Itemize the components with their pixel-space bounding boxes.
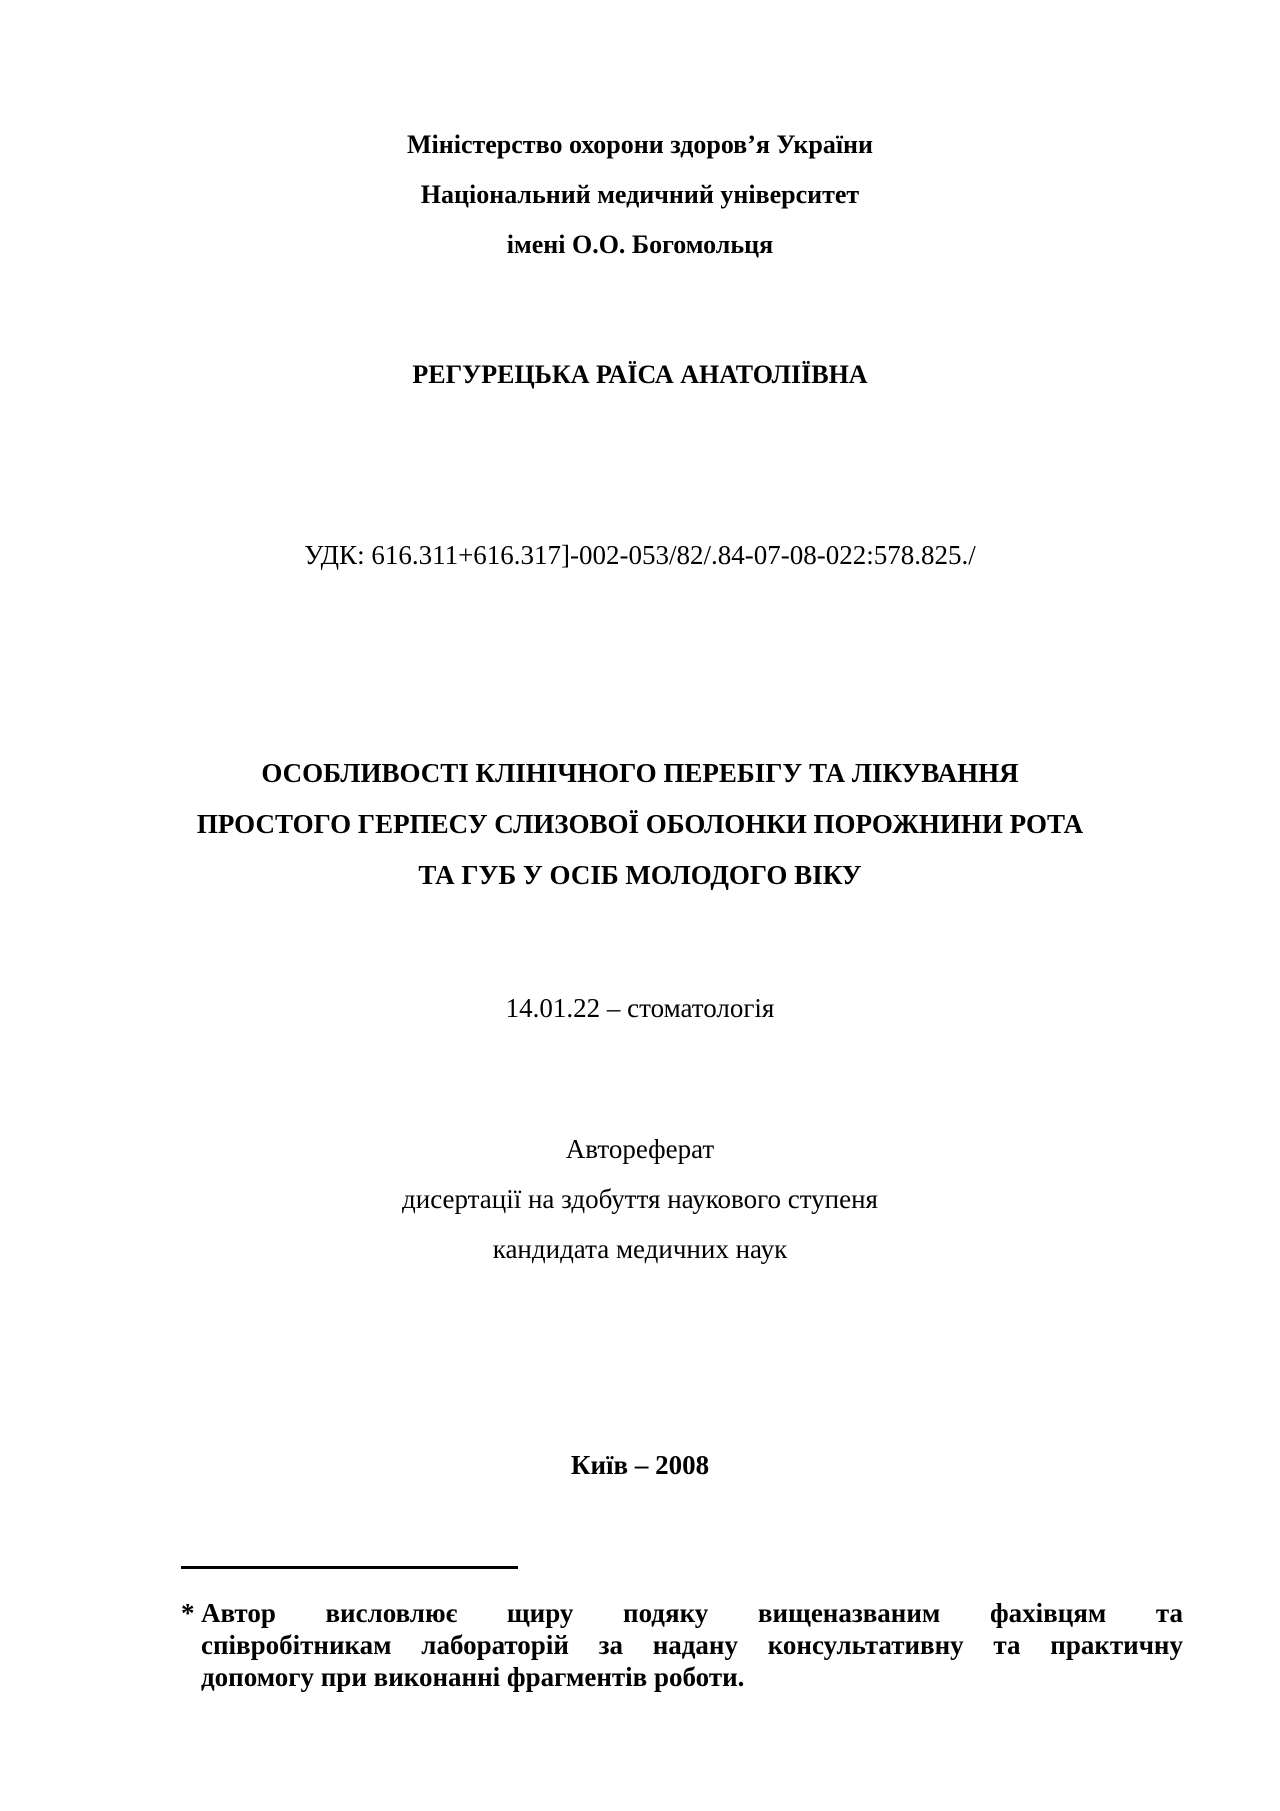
ministry-name: Міністерство охорони здоров’я України (406, 130, 874, 159)
specialty-code: 14.01.22 – стоматологія (505, 993, 775, 1023)
abstract-description (0, 1124, 1280, 1274)
institution-header (0, 120, 1280, 270)
dissertation-title (0, 748, 1280, 901)
footnote-divider (181, 1566, 518, 1569)
university-name-continued: імені О.О. Богомольця (506, 230, 774, 259)
degree-purpose: дисертації на здобуття наукового ступеня (402, 1184, 878, 1214)
footnote (181, 1597, 1183, 1693)
abstract-label: Автореферат (565, 1134, 715, 1164)
university-name: Національний медичний університет (420, 180, 860, 209)
footnote-text-line-1: Автор висловлює щиру подяку вищеназваним фахівцям та (201, 1598, 1183, 1628)
footnote-text-line-3: допомогу при виконанні фрагментів роботи. (201, 1662, 745, 1692)
title-line-1: ОСОБЛИВОСТІ КЛІНІЧНОГО ПЕРЕБІГУ ТА ЛІКУВАННЯ (261, 758, 1019, 788)
city-year: Київ – 2008 (570, 1450, 710, 1480)
title-line-2: ПРОСТОГО ГЕРПЕСУ СЛИЗОВОЇ ОБОЛОНКИ ПОРОЖНИНИ РОТА (196, 809, 1084, 839)
degree-name: кандидата медичних наук (492, 1234, 788, 1264)
author-name: РЕГУРЕЦЬКА РАЇСА АНАТОЛІЇВНА (412, 360, 868, 389)
udk-code: УДК: 616.311+616.317]-002-053/82/.84-07-08-022:578.825./ (304, 540, 976, 570)
title-line-3: ТА ГУБ У ОСІБ МОЛОДОГО ВІКУ (418, 860, 862, 890)
footnote-line-1 (181, 1597, 1183, 1629)
footnote-text-line-2: співробітникам лабораторій за надану консультативну та практичну (201, 1630, 1183, 1660)
footnote-marker: * (181, 1598, 195, 1628)
